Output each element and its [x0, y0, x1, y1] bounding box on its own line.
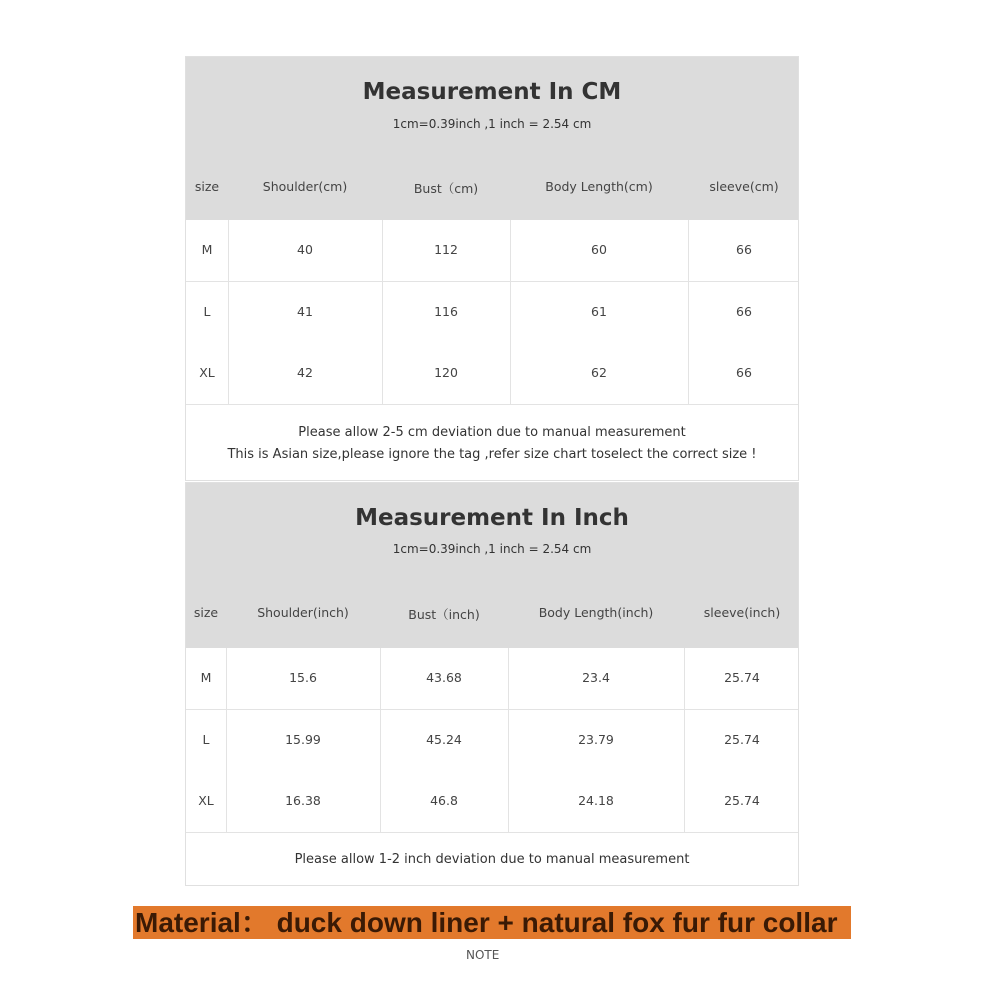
sleeve-cell: 25.74: [724, 793, 760, 808]
bust-cell: 120: [434, 365, 458, 380]
column-header-size: size: [194, 179, 220, 194]
header-row-cm: [186, 179, 798, 199]
chart-subtitle-cm: 1cm=0.39inch ,1 inch = 2.54 cm: [392, 117, 592, 131]
table-row: [186, 220, 798, 282]
sleeve-cell: 66: [736, 365, 752, 380]
material-banner: [133, 906, 851, 939]
sleeve-cell: 25.74: [724, 732, 760, 747]
shoulder-cell: 41: [297, 304, 313, 319]
header-row-inch: [186, 605, 798, 625]
bust-cell: 112: [434, 242, 458, 257]
column-header-shoulder: Shoulder(cm): [262, 179, 348, 194]
size-cell: L: [203, 304, 211, 319]
shoulder-cell: 42: [297, 365, 313, 380]
size-chart-cm: [185, 56, 799, 481]
deviation-note-cm: [186, 422, 798, 466]
size-cell: XL: [199, 365, 215, 380]
chart-header-inch: [186, 483, 798, 648]
note-line: This is Asian size,please ignore the tag ,refer size chart toselect the correct size !: [227, 447, 757, 462]
table-row: [186, 282, 798, 344]
sleeve-cell: 66: [736, 242, 752, 257]
sleeve-cell: 66: [736, 304, 752, 319]
body-length-cell: 23.79: [578, 732, 614, 747]
table-row: [186, 648, 798, 710]
shoulder-cell: 40: [297, 242, 313, 257]
column-header-body-length: Body Length(cm): [545, 179, 653, 194]
table-row: [186, 710, 798, 772]
material-text: Material： duck down liner + natural fox fur fur collar: [135, 907, 838, 938]
chart-header-cm: [186, 57, 798, 220]
body-length-cell: 24.18: [578, 793, 614, 808]
bust-cell: 116: [434, 304, 458, 319]
shoulder-cell: 15.6: [289, 670, 317, 685]
column-header-sleeve: sleeve(inch): [703, 605, 781, 620]
body-length-cell: 61: [591, 304, 607, 319]
chart-title-inch: Measurement In Inch: [355, 505, 629, 531]
sleeve-cell: 25.74: [724, 670, 760, 685]
size-chart-inch: [185, 482, 799, 886]
size-cell: XL: [198, 793, 214, 808]
bust-cell: 46.8: [430, 793, 458, 808]
chart-subtitle-inch: 1cm=0.39inch ,1 inch = 2.54 cm: [392, 542, 592, 556]
size-cell: L: [202, 732, 210, 747]
chart-title-cm: Measurement In CM: [362, 79, 622, 105]
cut-off-text: NOTE: [466, 948, 500, 962]
deviation-note-inch: [186, 849, 798, 871]
column-header-bust: Bust（inch): [408, 607, 480, 622]
body-length-cell: 60: [591, 242, 607, 257]
body-length-cell: 23.4: [582, 670, 610, 685]
size-cell: M: [201, 242, 213, 257]
column-header-bust: Bust（cm): [413, 181, 479, 196]
table-row: [186, 771, 798, 833]
note-line: Please allow 1-2 inch deviation due to manual measurement: [294, 852, 690, 867]
body-length-cell: 62: [591, 365, 607, 380]
column-header-sleeve: sleeve(cm): [709, 179, 779, 194]
note-line: Please allow 2-5 cm deviation due to manual measurement: [298, 425, 686, 440]
column-header-size: size: [193, 605, 219, 620]
column-header-body-length: Body Length(inch): [538, 605, 654, 620]
shoulder-cell: 16.38: [285, 793, 321, 808]
size-cell: M: [200, 670, 212, 685]
bust-cell: 45.24: [426, 732, 462, 747]
shoulder-cell: 15.99: [285, 732, 321, 747]
bust-cell: 43.68: [426, 670, 462, 685]
table-row: [186, 343, 798, 405]
column-header-shoulder: Shoulder(inch): [257, 605, 349, 620]
